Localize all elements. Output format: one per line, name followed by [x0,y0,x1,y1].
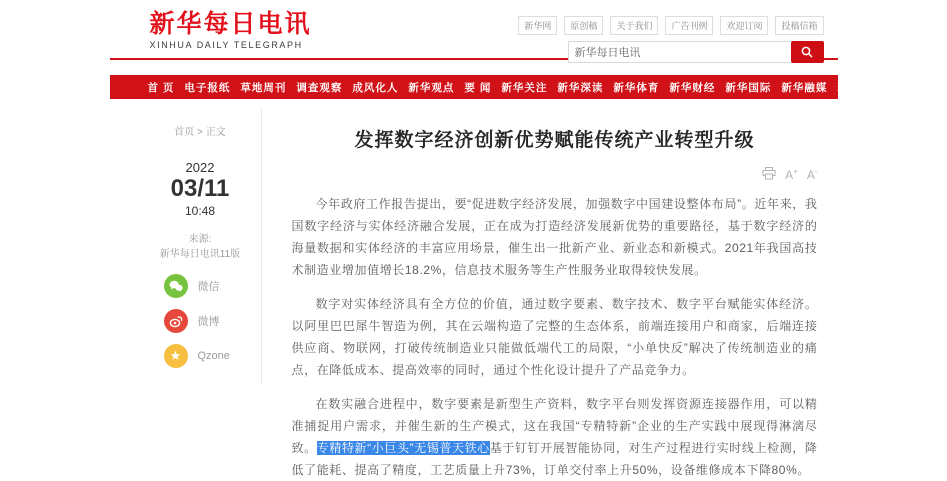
nav-item-media[interactable]: 新华融媒 [781,81,828,94]
nav-item-international[interactable]: 新华国际 [725,81,772,94]
share-qzone-label: Qzone [197,350,230,362]
search-icon [800,45,814,59]
source-value: 新华每日电讯11版 [159,249,241,260]
article-date: 03/11 [170,175,230,202]
paragraph-3-text: 在数实融合进程中，数字要素是新型生产资料，数字平台则发挥资源连接器作用，可以精准捕捉用户需求，并催生新的生产模式，这在我国“专精特新”企业的生产实践中展现得淋漓尽致。 [291,397,818,455]
nav-item-opinion[interactable]: 新华观点 [408,81,455,94]
nav-item-epaper[interactable]: 电子报纸 [184,81,231,94]
nav-item-focus[interactable]: 新华关注 [501,81,548,94]
breadcrumb-home[interactable]: 首页 [174,127,195,138]
top-link-submission[interactable]: 投稿信箱 [775,16,823,35]
logo-subtitle: XINHUA DAILY TELEGRAPH [149,40,303,50]
share-qzone-button[interactable] [164,344,251,368]
paragraph-3-text-after: 基于钉钉开展智能协同，对生产过程进行实时线上检测，降低了能耗、提高了精度，工艺质量上升73%，订单交付率上升50%，设备维修成本下降80%。 [291,441,818,477]
main-nav [110,75,940,99]
article-tools [292,166,818,181]
nav-item-chengfenghuaren[interactable]: 成风化人 [352,81,399,94]
print-icon[interactable] [762,167,776,180]
page [110,0,940,477]
paragraph-2: 数字对实体经济具有全方位的价值，通过数字要素、数字技术、数字平台赋能实体经济。以阿里巴巴犀牛智造为例，其在云端构造了完整的生态体系，前端连接用户和商家，后端连接供应商、物联网，打破传统制造业只能做低端代工的局限，“小单快反”解决了传统制造业的痛点，在降低成本、提高效率的同时，通过个性化设计提升了产品竞争力。 [291,297,818,377]
paragraph-3 [292,393,818,481]
nav-item-news[interactable]: 要 闻 [464,81,492,94]
breadcrumb-current: 正文 [205,127,226,138]
paragraph-1: 今年政府工作报告提出，要“促进数字经济发展，加强数字中国建设整体布局”。近年来，我国数字经济与实体经济融合发展，正在成为打造经济发展新优势的重要路径，基于数字经济的海量数据和实体经济的丰富应用场景，催生出一批新产业、新业态和新模式。2021年我国高技术制造业增加值增长18.2%，信息技术服务等生产性服务业取得较快发展。 [291,197,818,277]
nav-item-sports[interactable]: 新华体育 [613,81,660,94]
share-wechat-label: 微信 [197,281,220,293]
share-weibo-label: 微博 [197,316,220,328]
content-area [110,99,838,481]
top-link-advertising[interactable]: 广告刊例 [665,16,713,35]
breadcrumb-separator: > [197,127,203,138]
search-button[interactable] [791,41,824,63]
share-panel [150,274,251,368]
wechat-icon [164,274,188,298]
top-link-about-us[interactable]: 关于我们 [610,16,658,35]
article-title: 发挥数字经济创新优势赋能传统产业转型升级 [354,130,755,151]
nav-item-investigation[interactable]: 调查观察 [296,81,343,94]
article-time: 10:48 [184,204,216,218]
search-input[interactable] [568,41,791,63]
logo-title: 新华每日电讯 [149,10,312,38]
weibo-icon [164,309,188,333]
share-weibo-button[interactable] [164,309,251,333]
qzone-star-icon: ★ [164,344,188,368]
font-increase-button[interactable]: A+ [785,167,798,182]
nav-item-home[interactable]: 首 页 [147,81,175,94]
nav-item-health[interactable]: 医卫健康 [893,81,940,94]
nav-item-finance[interactable]: 新华财经 [669,81,716,94]
share-wechat-button[interactable] [164,274,251,298]
search-bar [568,41,824,63]
top-links [524,16,824,35]
top-link-original[interactable]: 原创稿 [564,16,603,35]
article-sidebar [150,109,262,385]
site-logo[interactable] [150,10,312,50]
nav-item-indepth[interactable]: 新华深读 [557,81,604,94]
article-main [262,109,822,481]
source-label: 来源: [188,234,212,245]
breadcrumb [150,123,251,138]
highlighted-text[interactable]: 专精特新“小巨头”无锡普天铁心 [316,441,490,455]
top-link-xinhuanet[interactable]: 新华网 [518,16,557,35]
article-body [292,193,818,481]
site-header [110,0,838,60]
article-source [150,232,251,262]
header-right [524,16,824,63]
font-decrease-button[interactable]: A- [806,167,818,182]
article-year: 2022 [185,160,215,175]
nav-item-special[interactable]: 精彩专题 [837,81,884,94]
nav-item-caodi-weekly[interactable]: 草地周刊 [240,81,287,94]
top-link-subscribe[interactable]: 欢迎订阅 [720,16,768,35]
